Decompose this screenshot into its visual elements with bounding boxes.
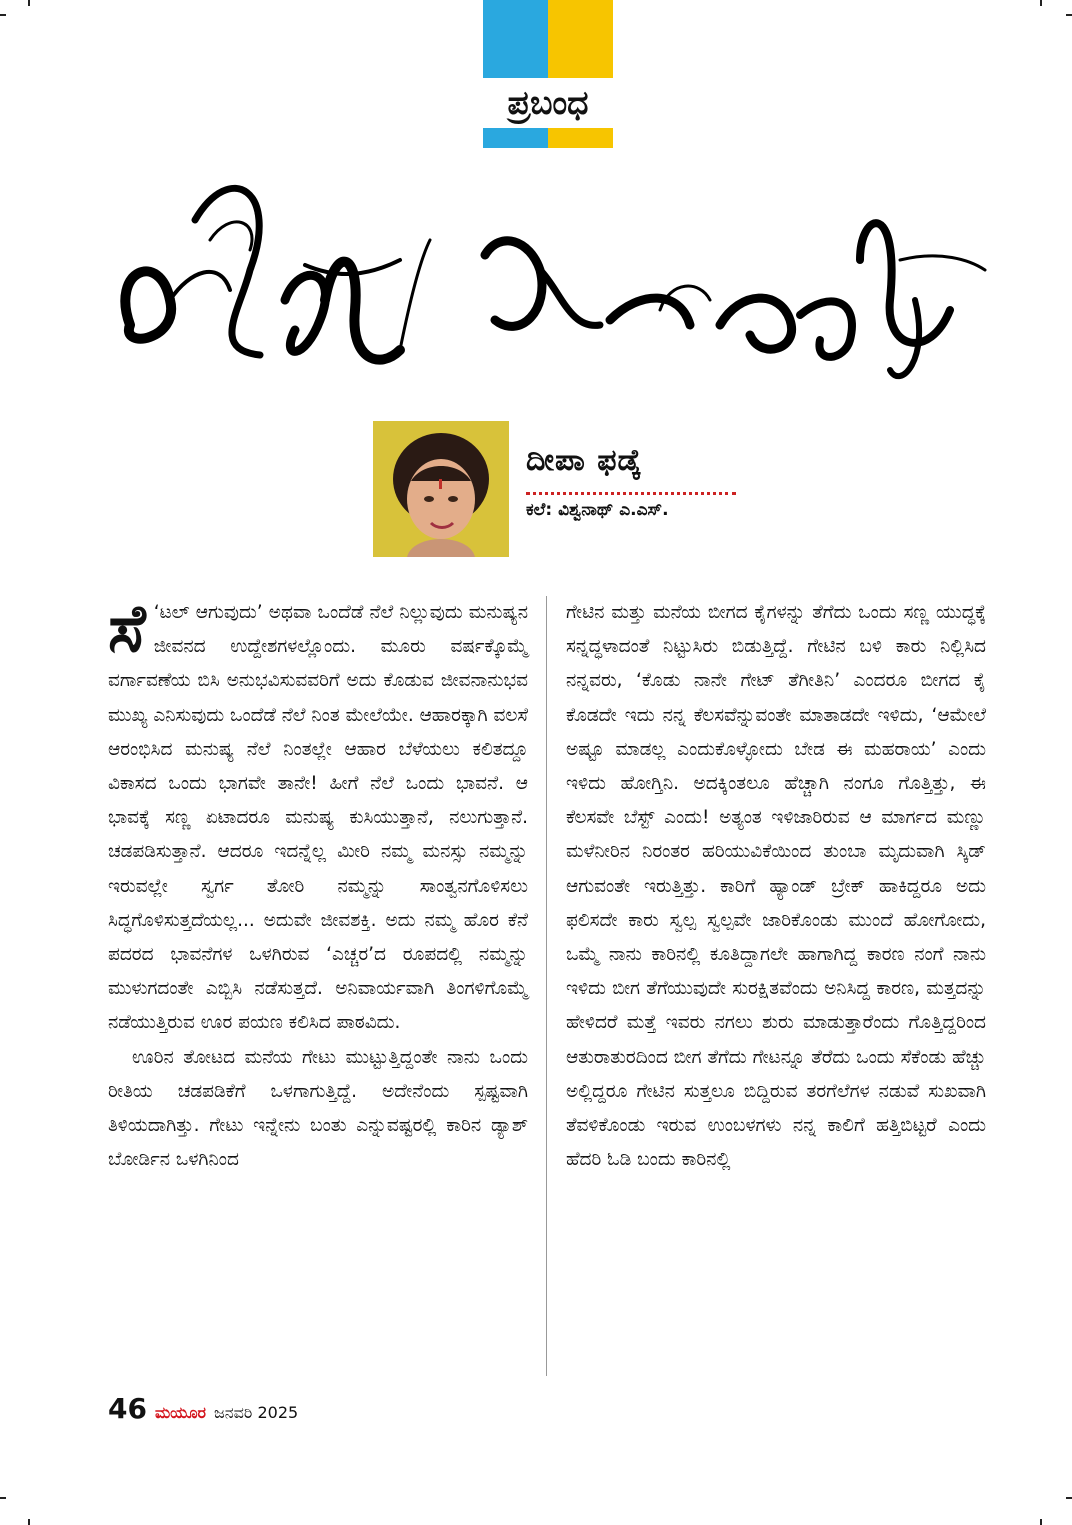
issue-date: ಜನವರಿ 2025	[214, 1403, 299, 1422]
section-tag-blue	[483, 0, 548, 78]
article-paragraph: ಗೇಟಿನ ಮತ್ತು ಮನೆಯ ಬೀಗದ ಕೈಗಳನ್ನು ತೆಗೆದು ಒಂದು ಸಣ್ಣ ಯುದ್ಧಕ್ಕೆ ಸನ್ನದ್ಧಳಾದಂತೆ ನಿಟ್ಟುಸಿರು ಬಿಡುತ್ತಿದ್ದೆ. ಗೇಟಿನ ಬಳಿ ಕಾರು ನಿಲ್ಲಿಸಿದ ನನ್ನವರು, ‘ಕೊಡು ನಾನೇ ಗೇಟ್ ತೆಗೀತಿನಿ’ ಎಂದರೂ ಬೀಗದ ಕೈ ಕೊಡದೇ ಇದು ನನ್ನ ಕೆಲಸವೆನ್ನುವಂತೇ ಮಾತಾಡದೇ ಇಳಿದು, ‘ಆಮೇಲೆ ಅಷ್ಟೂ ಮಾಡಲ್ಲ ಎಂದುಕೊಳ್ಳೋದು ಬೇಡ ಈ ಮಹರಾಯ’ ಎಂದು ಇಳಿದು ಹೋಗ್ತಿನಿ. ಅದಕ್ಕಿಂತಲೂ ಹೆಚ್ಚಾಗಿ ನಂಗೂ ಗೊತ್ತಿತ್ತು, ಈ ಕೆಲಸವೇ ಬೆಸ್ಟ್ ಎಂದು! ಅತ್ಯಂತ ಇಳಿಜಾರಿರುವ ಆ ಮಾರ್ಗದ ಮಣ್ಣು ಮಳೆನೀರಿನ ನಿರಂತರ ಹರಿಯುವಿಕೆಯಿಂದ ತುಂಬಾ ಮೃದುವಾಗಿ ಸ್ಕಿಡ್ ಆಗುವಂತೇ ಇರುತ್ತಿತ್ತು. ಕಾರಿಗೆ ಹ್ಯಾಂಡ್ ಬ್ರೇಕ್ ಹಾಕಿದ್ದರೂ ಅದು ಫಲಿಸದೇ ಕಾರು ಸ್ವಲ್ಪ ಸ್ವಲ್ಪವೇ ಜಾರಿಕೊಂಡು ಮುಂದೆ ಹೋಗೋದು, ಒಮ್ಮೆ ನಾನು ಕಾರಿನಲ್ಲಿ ಕೂತಿದ್ದಾಗಲೇ ಹಾಗಾಗಿದ್ದ ಕಾರಣ ನಂಗೆ ನಾನು ಇಳಿದು ಬೀಗ ತೆಗೆಯುವುದೇ ಸುರಕ್ಷಿತವೆಂದು ಅನಿಸಿದ್ದ ಕಾರಣ, ಮತ್ತದನ್ನು ಹೇಳಿದರೆ ಮತ್ತೆ ಇವರು ನಗಲು ಶುರು ಮಾಡುತ್ತಾರೆಂದು ಗೊತ್ತಿದ್ದರಿಂದ ಆತುರಾತುರದಿಂದ ಬೀಗ ತೆಗೆದು ಗೇಟನ್ನೂ ತೆರೆದು ಒಂದು ಸೆಕೆಂಡು ಹೆಚ್ಚು ಅಲ್ಲಿದ್ದರೂ ಗೇಟಿನ ಸುತ್ತಲೂ ಬಿದ್ದಿರುವ ತರಗೆಲೆಗಳ ನಡುವೆ ಸುಖವಾಗಿ ತೆವಳಿಕೊಂಡು ಇರುವ ಉಂಬಳಗಳು ನನ್ನ ಕಾಲಿಗೆ ಹತ್ತಿಬಿಟ್ಟರೆ ಎಂದು ಹೆದರಿ ಓಡಿ ಬಂದು ಕಾರಿನಲ್ಲಿ	[566, 602, 986, 1171]
page-number: 46	[108, 1392, 147, 1425]
section-tag-underline	[483, 128, 613, 148]
article-paragraph	[108, 589, 528, 1041]
author-divider	[526, 492, 736, 495]
article-paragraph: ಊರಿನ ತೋಟದ ಮನೆಯ ಗೇಟು ಮುಟ್ಟುತ್ತಿದ್ದಂತೇ ನಾನು ಒಂದು ರೀತಿಯ ಚಡಪಡಿಕೆಗೆ ಒಳಗಾಗುತ್ತಿದ್ದೆ. ಅದೇನೆಂದು ಸ್ಪಷ್ಟವಾಗಿ ತಿಳಿಯದಾಗಿತ್ತು. ಗೇಟು ಇನ್ನೇನು ಬಂತು ಎನ್ನುವಷ್ಟರಲ್ಲಿ ಕಾರಿನ ಡ್ಯಾಶ್ ಬೋರ್ಡಿನ ಒಳಗಿನಿಂದ	[108, 1046, 528, 1171]
article-column-left	[108, 589, 528, 1177]
section-tag-underline-blue	[483, 128, 548, 148]
crop-mark-top-right	[1066, 14, 1072, 16]
column-divider	[546, 596, 547, 1376]
crop-mark-bottom-right-v	[1040, 1519, 1042, 1525]
author-portrait-icon	[373, 421, 509, 557]
crop-mark-top-right-v	[1040, 0, 1042, 6]
author-photo	[373, 421, 509, 557]
crop-mark-top-left-v	[28, 0, 30, 6]
headline-calligraphy	[100, 150, 1000, 400]
author-name: ದೀಪಾ ಫಡ್ಕೆ	[526, 443, 642, 478]
crop-mark-bottom-left-v	[28, 1519, 30, 1525]
paragraph-text: ‘ಟಲ್ ಆಗುವುದು’ ಅಥವಾ ಒಂದೆಡೆ ನೆಲೆ ನಿಲ್ಲುವುದು ಮನುಷ್ಯನ ಜೀವನದ ಉದ್ದೇಶಗಳಲ್ಲೊಂದು. ಮೂರು ವರ್ಷಕ್ಕೊಮ್ಮೆ ವರ್ಗಾವಣೆಯ ಬಿಸಿ ಅನುಭವಿಸುವವರಿಗೆ ಅದು ಕೊಡುವ ಜೀವನಾನುಭವ ಮುಖ್ಯ ಎನಿಸುವುದು ಒಂದೆಡೆ ನೆಲೆ ನಿಂತ ಮೇಲೆಯೇ. ಆಹಾರಕ್ಕಾಗಿ ವಲಸೆ ಆರಂಭಿಸಿದ ಮನುಷ್ಯ ನೆಲೆ ನಿಂತಲ್ಲೇ ಆಹಾರ ಬೆಳೆಯಲು ಕಲಿತದ್ದೂ ವಿಕಾಸದ ಒಂದು ಭಾಗವೇ ತಾನೇ! ಹೀಗೆ ನೆಲೆ ಒಂದು ಭಾವನೆ. ಆ ಭಾವಕ್ಕೆ ಸಣ್ಣ ಏಟಾದರೂ ಮನುಷ್ಯ ಕುಸಿಯುತ್ತಾನೆ, ನಲುಗುತ್ತಾನೆ. ಚಡಪಡಿಸುತ್ತಾನೆ. ಆದರೂ ಇದನ್ನೆಲ್ಲ ಮೀರಿ ನಮ್ಮ ಮನಸ್ಸು ನಮ್ಮನ್ನು ಇರುವಲ್ಲೇ ಸ್ವರ್ಗ ತೋರಿ ನಮ್ಮನ್ನು ಸಾಂತ್ವನಗೊಳಿಸಲು ಸಿದ್ಧಗೊಳಿಸುತ್ತದೆಯಲ್ಲ... ಅದುವೇ ಜೀವಶಕ್ತಿ. ಅದು ನಮ್ಮ ಹೊರ ಕೆನೆ ಪದರದ ಭಾವನೆಗಳ ಒಳಗಿರುವ ‘ಎಚ್ಚರ’ದ ರೂಪದಲ್ಲಿ ನಮ್ಮನ್ನು ಮುಳುಗದಂತೇ ಎಬ್ಬಿಸಿ ನಡೆಸುತ್ತದೆ. ಅನಿವಾರ್ಯವಾಗಿ ತಿಂಗಳಿಗೊಮ್ಮೆ ನಡೆಯುತ್ತಿರುವ ಊರ ಪಯಣ ಕಲಿಸಿದ ಪಾಠವಿದು.	[108, 602, 528, 1034]
illustration-credit: ಕಲೆ: ವಿಶ್ವನಾಥ್ ಎ.ಎಸ್.	[526, 500, 669, 520]
article-column-right	[566, 596, 986, 1177]
section-tag-color-block	[483, 0, 613, 78]
section-tag	[483, 0, 613, 148]
crop-mark-bottom-left	[0, 1497, 6, 1499]
section-tag-yellow	[548, 0, 613, 78]
magazine-name: ಮಯೂರ	[154, 1403, 206, 1422]
section-tag-underline-yellow	[548, 128, 613, 148]
section-label: ಪ್ರಬಂಧ	[507, 83, 589, 122]
crop-mark-top-left	[0, 14, 6, 16]
page-folio	[108, 1392, 298, 1425]
crop-mark-bottom-right	[1066, 1497, 1072, 1499]
drop-cap: ಸೆ	[108, 589, 146, 667]
